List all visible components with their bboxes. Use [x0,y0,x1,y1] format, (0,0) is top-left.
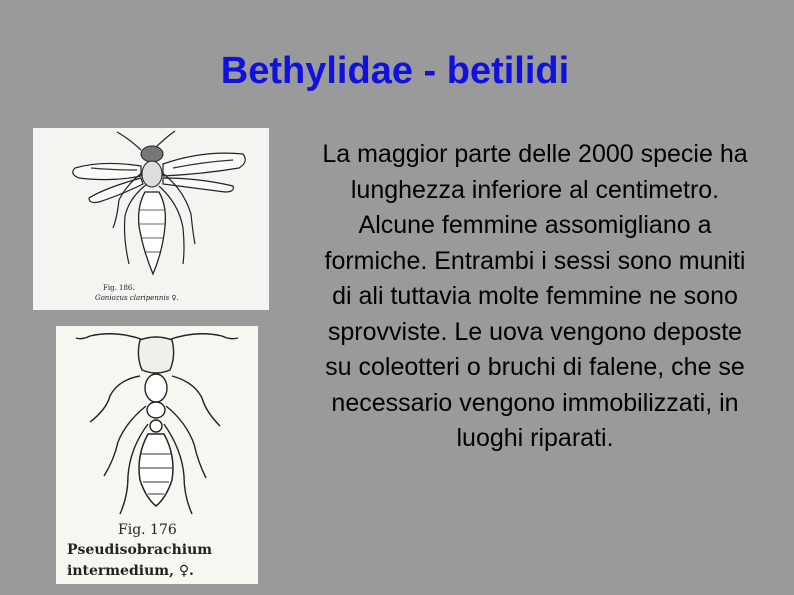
figure-winged-wasp [33,128,269,310]
figure1-species: Goniozus claripennis ♀. [95,294,179,302]
wingless-female-illustration [56,326,258,584]
figure1-number: Fig. 186. [103,284,135,292]
slide-title-text: Bethylidae - betilidi [220,50,570,92]
slide-body-text: La maggior parte delle 2000 specie ha lunghezza inferiore al centimetro. Alcune femmine assomigliano a formiche. Entrambi i sessi sono muniti di ali tuttavia molte femmine ne sono sprovviste. Le uova vengono deposte su coleotteri o bruchi di falene, che se necessario vengono immobilizzati, in luoghi riparati. [322,140,748,452]
figure2-species-line1: Pseudisobrachium [67,542,213,558]
figure-wingless-female [56,326,258,584]
figure2-species-line2: intermedium, ♀. [67,563,194,579]
slide-title [0,50,794,93]
figure2-number: Fig. 176 [118,522,177,538]
winged-wasp-illustration [33,128,269,310]
